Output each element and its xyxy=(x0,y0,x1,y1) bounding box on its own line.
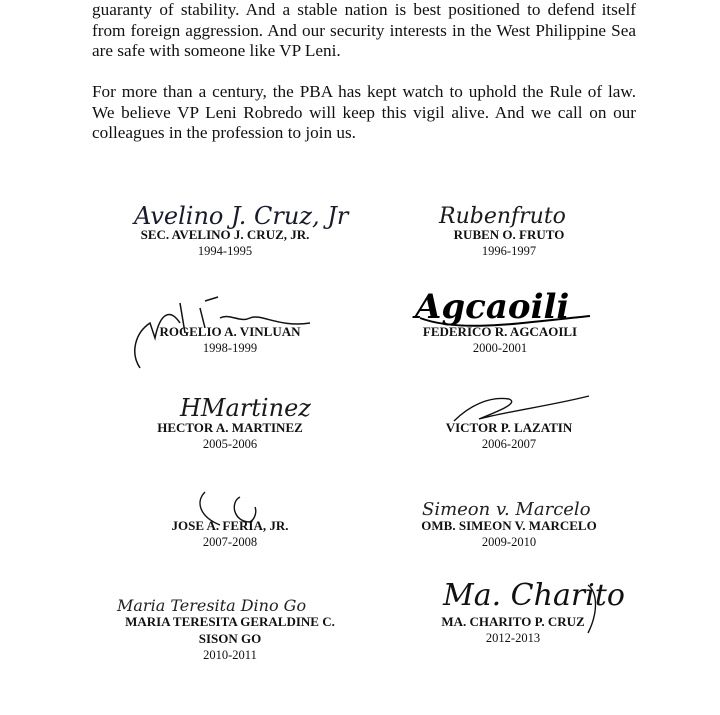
signatory-years: 2012-2013 xyxy=(485,631,541,645)
signature-block-maria-teresita-sison-go xyxy=(105,596,355,664)
svg-text:Agcaoili: Agcaoili xyxy=(415,287,570,327)
svg-text:Rubenfruto: Rubenfruto xyxy=(439,204,566,229)
signatory-name: MA. CHARITO P. CRUZ xyxy=(441,614,585,629)
signature-block-jose-feria xyxy=(150,517,310,551)
signatory-name: JOSE A. FERIA, JR. xyxy=(171,518,289,533)
signature-block-avelino-cruz xyxy=(120,202,349,260)
signature-block-victor-lazatin xyxy=(429,419,589,453)
signature-block-hector-martinez xyxy=(140,394,320,453)
svg-text:Simeon v. Marcelo: Simeon v. Marcelo xyxy=(422,499,591,520)
signatory-name: VICTOR P. LAZATIN xyxy=(445,420,573,435)
signatory-years: 2005-2006 xyxy=(202,437,258,451)
signatory-years: 1998-1999 xyxy=(202,341,258,355)
signatory-years: 2000-2001 xyxy=(472,341,528,355)
signature-block-charito-cruz xyxy=(433,578,625,647)
signatory-years: 1996-1997 xyxy=(481,244,537,258)
letter-paragraph-2: For more than a century, the PBA has kept watch to uphold the Rule of law. We believe VP Leni Robredo will keep this vigil alive. And we call on our colleagues in the profession to join us. xyxy=(92,82,636,142)
signatory-name-line-2: SISON GO xyxy=(198,631,262,646)
signatory-name: FEDERICO R. AGCAOILI xyxy=(422,324,578,339)
svg-text:HMartinez: HMartinez xyxy=(180,394,311,422)
signature-block-rogelio-vinluan xyxy=(140,323,320,357)
letter-paragraph-1: guaranty of stability. And a stable nation is best positioned to defend itself from foreign aggression. And our security interests in the West Philippine Sea are safe with someone like VP Leni. xyxy=(92,0,636,60)
signature-block-federico-agcaoili xyxy=(400,287,600,357)
signatory-name-line-1: MARIA TERESITA GERALDINE C. xyxy=(125,614,335,629)
signatory-name: RUBEN O. FRUTO xyxy=(453,227,565,242)
signatory-years: 1994-1995 xyxy=(197,244,253,258)
signatory-years: 2006-2007 xyxy=(481,437,537,451)
signature-block-simeon-marcelo xyxy=(412,499,606,551)
signatory-name: HECTOR A. MARTINEZ xyxy=(157,420,303,435)
signature-block-ruben-fruto xyxy=(429,204,589,260)
svg-text:Maria Teresita Dino Go: Maria Teresita Dino Go xyxy=(117,596,307,615)
signatory-name: ROGELIO A. VINLUAN xyxy=(159,324,301,339)
signatory-years: 2010-2011 xyxy=(203,648,257,662)
svg-text:Ma. Charito: Ma. Charito xyxy=(443,578,625,613)
signatory-name: SEC. AVELINO J. CRUZ, JR. xyxy=(140,227,310,242)
svg-text:Avelino J. Cruz, Jr: Avelino J. Cruz, Jr xyxy=(134,202,349,230)
signatory-years: 2009-2010 xyxy=(481,535,537,549)
signatory-name: OMB. SIMEON V. MARCELO xyxy=(421,518,597,533)
signatory-years: 2007-2008 xyxy=(202,535,258,549)
